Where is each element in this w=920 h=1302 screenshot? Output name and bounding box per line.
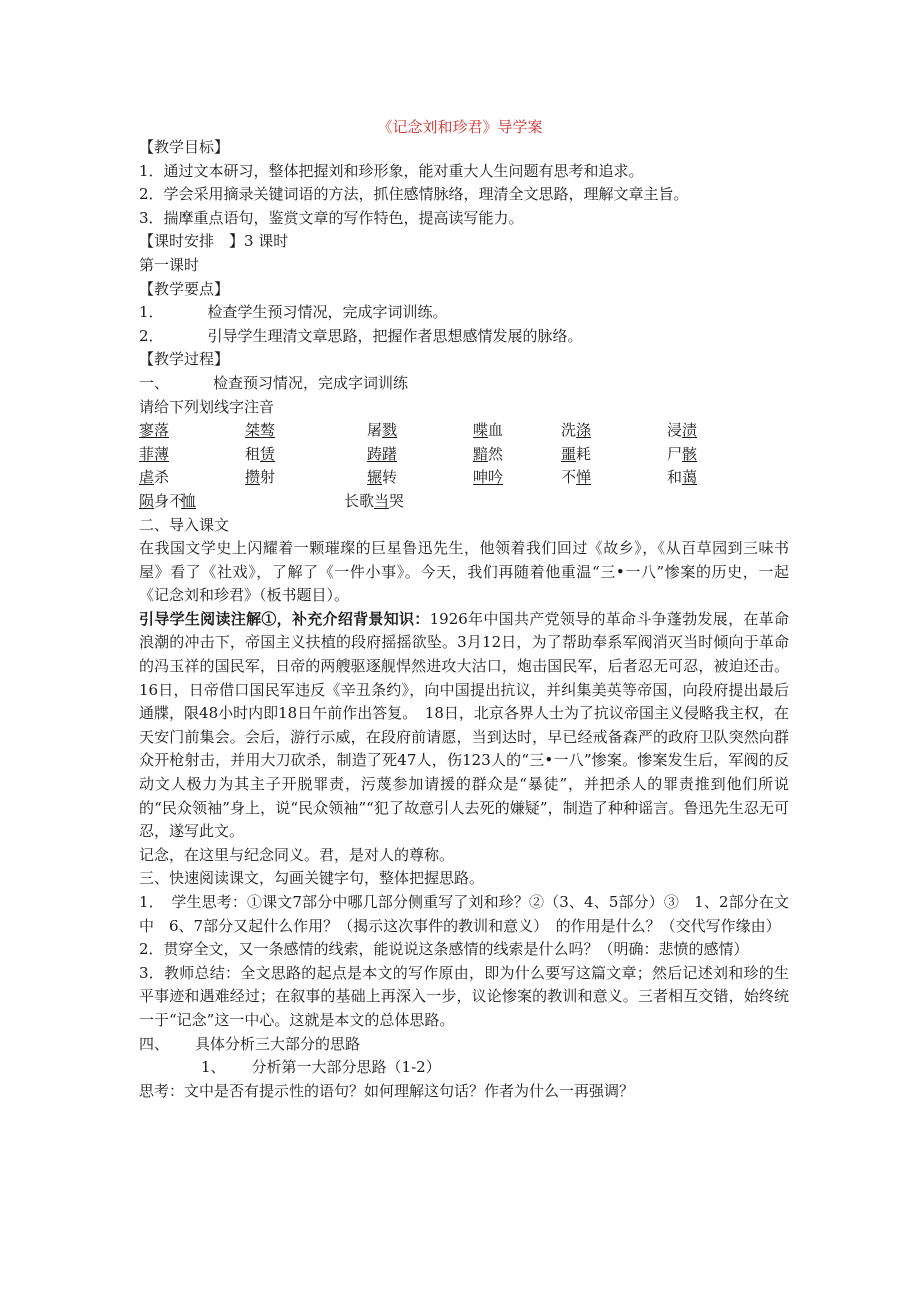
plain-char: 租 [245,444,261,463]
plain-char: 屠 [367,421,383,440]
underlined-char: 涤 [576,421,592,440]
vocab-table [139,419,789,513]
think-item-1: 1． 学生思考：①课文7部分中哪几部分侧重写了刘和珍？②（3、4、5部分）③ 1、2部分在文中 6、7部分又起什么作用？（揭示这次事件的教训和意义） 的作用是什么？（交代写作缘由） [139,893,789,935]
plain-char: 射 [260,468,276,487]
underlined-char: 虐 [139,468,155,487]
underlined-char: 渍 [682,421,698,440]
vocab-word [367,419,397,443]
plain-char: 长歌 [344,491,375,510]
sub-step-1 [139,1056,789,1080]
vocab-row [139,466,789,490]
vocab-word [139,419,169,443]
vocab-word [245,419,275,443]
plain-char: 尸 [667,444,683,463]
key-item-number: 2． [139,326,164,345]
underlined-char: 陨 [139,491,155,510]
intro-paragraph: 在我国文学史上闪耀着一颗璀璨的巨星鲁迅先生，他领着我们回过《故乡》，《从百草园到三味书屋》看了《社戏》，了解了《一件小事》。今天，我们再随着他重温“三•一八”惨案的历史，一起《记念刘和珍君》（板书题目）。 [139,539,789,605]
underlined-char: 呻吟 [473,468,504,487]
sub-step-text: 分析第一大部分思路（1-2） [251,1058,441,1077]
underlined-char: 黯 [473,444,489,463]
underlined-char: 骸 [682,444,698,463]
vocab-word [344,490,404,514]
underlined-char: 噩 [561,444,577,463]
key-item-1 [139,301,789,325]
underlined-char: 当 [374,491,390,510]
plain-char: 然 [488,444,504,463]
step-number: 一、 [139,373,170,392]
underlined-char: 恤 [181,491,197,510]
vocab-word [561,466,591,490]
underlined-char: 辗 [367,468,383,487]
plain-char: 和 [667,468,683,487]
underlined-char: 惮 [576,468,592,487]
key-item-text: 检查学生预习情况，完成字词训练。 [207,303,448,322]
key-item-number: 1． [139,303,164,322]
think-item-2: 2．贯穿全文，又一条感情的线索，能说说这条感情的线索是什么吗？（明确：悲愤的感情） [139,940,749,959]
vocab-word [139,490,184,514]
vocab-word [139,443,169,467]
step-1 [139,372,789,396]
background-paragraph [139,608,789,844]
plain-char: 浸 [667,421,683,440]
underlined-char: 攒 [245,468,261,487]
plain-char: 洗 [561,421,577,440]
vocab-word [561,443,591,467]
plain-char: 身不 [154,491,185,510]
think-item-3: 3．教师总结：全文思路的起点是本文的写作原由，即为什么要写这篇文章；然后记述刘和珍的生平事迹和遇难经过；在叙事的基础上再深入一步，议论惨案的教训和意义。三者相互交错，始终统一于“记念”这一中心。这就是本文的总体思路。 [139,963,789,1029]
vocab-word [245,443,275,467]
sub-step-number: 1、 [201,1058,226,1077]
process-heading: 【教学过程】 [139,350,230,369]
background-text: 1926年中国共产党领导的革命斗争蓬勃发展，在革命浪潮的冲击下，帝国主义扶植的段府摇摇欲坠。3月12日，为了帮助奉系军阀消灭当时倾向于革命的冯玉祥的国民军，日帝的两艘驱逐舰悍然进攻大沽口，炮击国民军，后者忍无可忍，被迫还击。16日，日帝借口国民军违反《辛丑条约》，向中国提出抗议，并纠集美英等帝国，向段府提出最后通牒，限48小时内即18日午前作出答复。 18日，北京各界人士为了抗议帝国主义侵略我主权，在天安门前集会。会后，游行示威，在段府前请愿，当到达时，早已经戒备森严的政府卫队突然向群众开枪射击，并用大刀砍杀，制造了死47人，伤123人的“三•一八”惨案。惨案发生后，军阀的反动文人极力为其主子开脱罪责，污蔑参加请援的群众是“暴徒”，并把杀人的罪责推到他们所说的“民众领袖”身上，说“民众领袖”“犯了故意引人去死的嫌疑”，制造了种种谣言。鲁迅先生忍无可忍，遂写此文。 [139,609,789,841]
vocab-word [667,466,697,490]
vocab-word [561,419,591,443]
key-item-text: 引导学生理清文章思路，把握作者思想感情发展的脉络。 [207,326,583,345]
vocab-row [139,443,789,467]
vocab-word [473,419,503,443]
plain-char: 不 [561,468,577,487]
step-text: 具体分析三大部分的思路 [195,1034,361,1053]
goal-item-1: 1．通过文本研习，整体把握刘和珍形象，能对重大人生问题有思考和追求。 [139,161,644,180]
vocab-row [139,419,789,443]
vocab-word [139,466,169,490]
step-2: 二、导入课文 [139,515,230,534]
document-body [139,136,789,1103]
vocab-row [139,490,789,514]
lesson-label: 第一课时 [139,255,200,274]
key-item-2 [139,325,789,349]
underlined-char: 菲薄 [139,444,170,463]
plain-char: 血 [488,421,504,440]
underlined-char: 喋 [473,421,489,440]
schedule-line: 【课时安排 】3 课时 [139,232,289,251]
goal-item-3: 3．揣摩重点语句，鉴赏文章的写作特色，提高读写能力。 [139,208,524,227]
underlined-char: 赁 [260,444,276,463]
vocab-word [367,443,397,467]
document-title: 《记念刘和珍君》导学案 [377,118,543,136]
underlined-char: 桀骜 [245,421,276,440]
vocab-prompt: 请给下列划线字注音 [139,397,275,416]
step-text: 检查预习情况，完成字词训练 [213,373,409,392]
underlined-char: 蔼 [682,468,698,487]
underlined-char: 戮 [382,421,398,440]
vocab-word [181,490,196,514]
step-3: 三、快速阅读课文，勾画关键字句，整体把握思路。 [139,869,485,888]
underlined-char: 踌躇 [367,444,398,463]
plain-char: 转 [382,468,398,487]
plain-char: 杀 [154,468,170,487]
vocab-word [667,419,697,443]
step-4 [139,1033,789,1057]
note-line: 记念，在这里与纪念同义。君，是对人的尊称。 [139,845,455,864]
underlined-char: 寥落 [139,421,170,440]
key-heading: 【教学要点】 [139,279,230,298]
vocab-word [473,443,503,467]
vocab-word [473,466,503,490]
plain-char: 耗 [576,444,592,463]
vocab-word [245,466,275,490]
vocab-word [367,466,397,490]
background-lead: 引导学生阅读注解①，补充介绍背景知识： [139,609,430,628]
step-number: 四、 [139,1034,170,1053]
plain-char: 哭 [389,491,405,510]
question-line: 思考：文中是否有提示性的语句？如何理解这句话？作者为什么一再强调？ [139,1081,635,1100]
vocab-word [667,443,697,467]
goal-item-2: 2．学会采用摘录关键词语的方法，抓住感情脉络，理清全文思路，理解文章主旨。 [139,185,689,204]
goal-heading: 【教学目标】 [139,138,230,156]
